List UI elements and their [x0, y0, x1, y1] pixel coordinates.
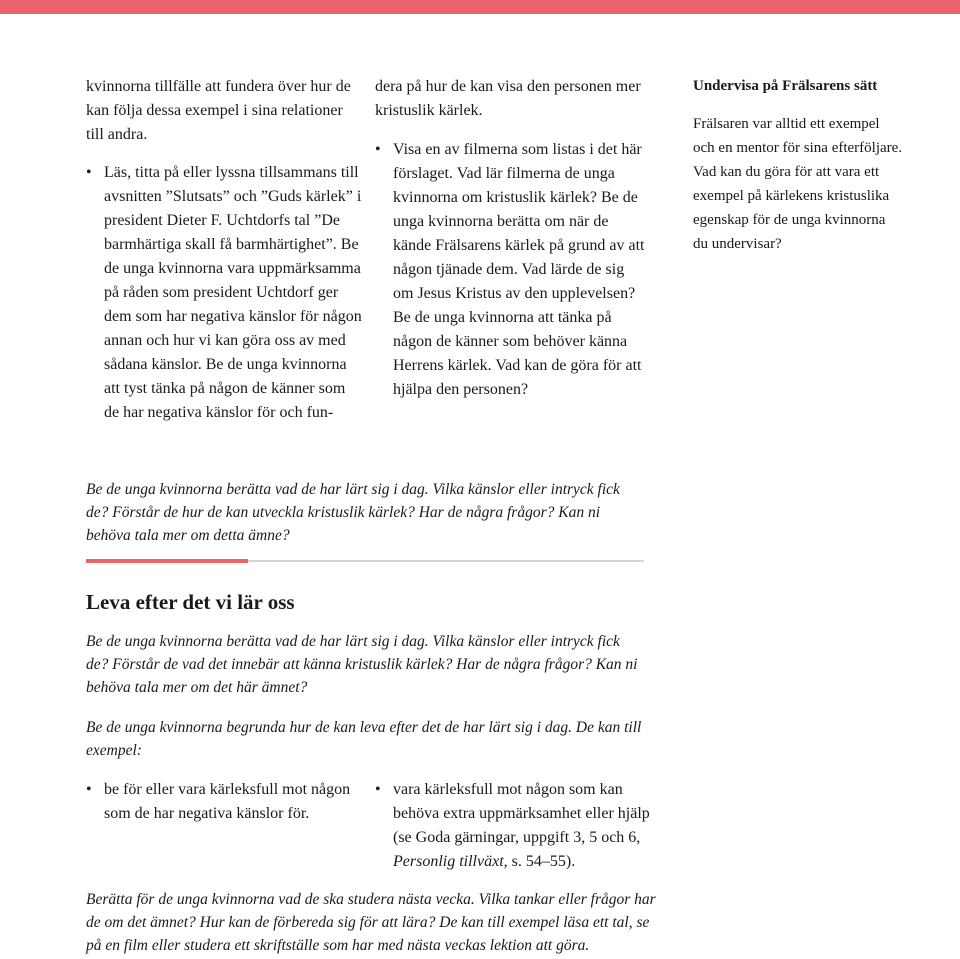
apply-bullet-2	[375, 778, 650, 874]
sidebar-body: Frälsaren var alltid ett exempel och en mentor för sina efterföljare. Vad kan du göra för att vara ett exempel på kärlekens kristuslika egenskap för de unga kvinnorna du undervisar?	[693, 116, 903, 252]
apply-bullet-2-book-title: Personlig tillväxt	[393, 853, 504, 870]
apply-bullet-1-text: be för eller vara kärleksfull mot någon som de har negativa känslor för.	[104, 781, 351, 822]
sidebar-title: Undervisa på Frälsarens sätt	[693, 78, 878, 94]
section-review-paragraph: Be de unga kvinnorna berätta vad de har lärt sig i dag. Vilka känslor eller intryck fick de? Förstår de vad det innebär att känna kristuslik kärlek? Har de några frågor? Kan ni behöva tala mer om det här ämnet?	[86, 633, 638, 696]
section-heading: Leva efter det vi lär oss	[86, 590, 295, 614]
col2-bullet-text: Visa en av filmerna som listas i det här förslaget. Vad lär filmerna de unga kvinnorna om kristuslik kärlek? Be de unga kvinnorna berätta om när de kände Frälsarens kärlek på grund av att någon tjänade dem. Vad lärde de sig om Jesus Kristus av den upplevelsen? Be de unga kvinnorna att tänka på någon de känner som behöver känna Herrens kärlek. Vad kan de göra för att hjälpa den personen?	[393, 141, 645, 398]
apply-bullet-2-text-end: , s. 54–55).	[503, 853, 576, 870]
left-column	[86, 75, 364, 425]
col2-bullet-item	[375, 138, 647, 402]
apply-bullet-2-text-start: vara kärleksfull mot någon som kan behöva extra uppmärksamhet eller hjälp (se Goda gärningar, uppgift 3, 5 och 6,	[393, 781, 650, 846]
section-apply-paragraph: Be de unga kvinnorna begrunda hur de kan leva efter det de har lärt sig i dag. De kan till exempel:	[86, 719, 642, 759]
sidebar-teaching-tip	[693, 76, 903, 256]
col1-bullet-item	[86, 161, 364, 425]
col1-bullet-text: Läs, titta på eller lyssna tillsammans till avsnitten ”Slutsats” och ”Guds kärlek” i president Dieter F. Uchtdorfs tal ”De barmhärtiga skall få barmhärtighet”. Be de unga kvinnorna vara uppmärksamma på råden som president Uchtdorf ger dem som har negativa känslor för någon annan och hur vi kan göra oss av med sådana känslor. Be de unga kvinnorna att tyst tänka på någon de känner som de har negativa känslor för och fun-	[104, 164, 362, 421]
review-note: Be de unga kvinnorna berätta vad de har lärt sig i dag. Vilka känslor eller intryck fick de? Förstår de hur de kan utveckla kristuslik kärlek? Har de några frågor? Kan ni behöva tala mer om detta ämne?	[86, 480, 620, 544]
bullet-icon: •	[375, 781, 381, 798]
bullet-icon: •	[86, 164, 92, 181]
section-divider	[86, 560, 644, 562]
top-accent-bar	[0, 0, 960, 14]
col2-intro-text: dera på hur de kan visa den personen mer kristuslik kärlek.	[375, 78, 641, 119]
divider-accent	[86, 559, 248, 563]
bullet-icon: •	[375, 141, 381, 158]
middle-column	[375, 75, 647, 402]
apply-bullet-1	[86, 778, 356, 826]
closing-paragraph: Berätta för de unga kvinnorna vad de ska studera nästa vecka. Vilka tankar eller frågor har de om det ämnet? Hur kan de förbereda sig för att lära? De kan till exempel läsa ett tal, se på en film eller studera ett skriftställe som har med nästa veckas lektion att göra.	[86, 891, 656, 954]
col1-intro-text: kvinnorna tillfälle att fundera över hur de kan följa dessa exempel i sina relationer till andra.	[86, 78, 351, 143]
bullet-icon: •	[86, 781, 92, 798]
